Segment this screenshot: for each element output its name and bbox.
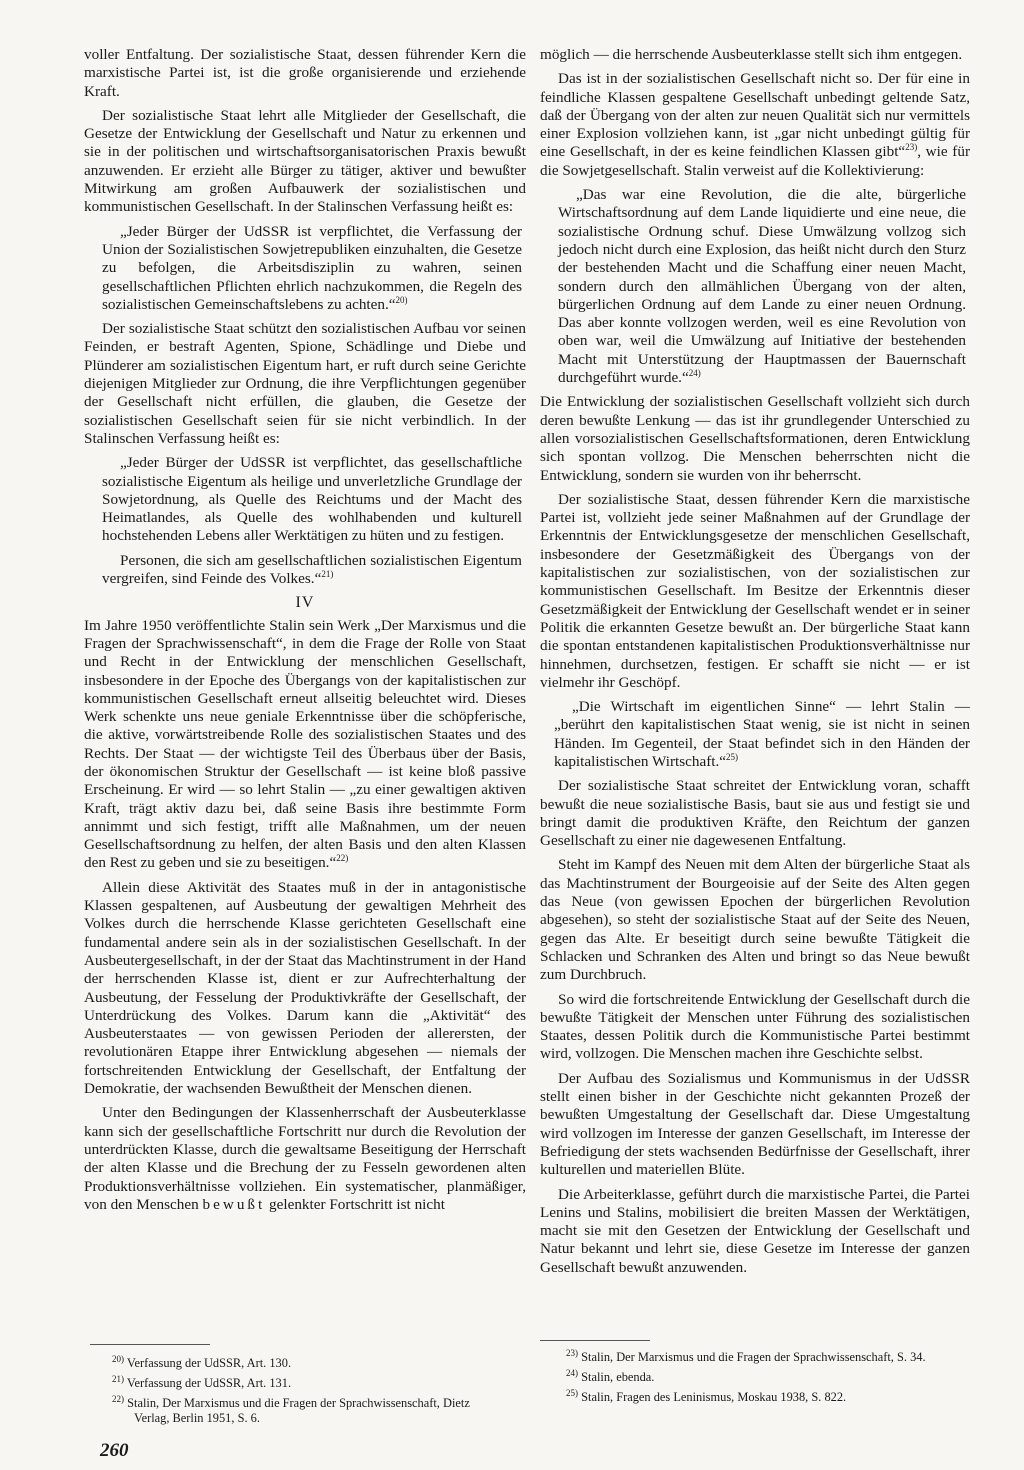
paragraph-text: Im Jahre 1950 veröffentlichte Stalin sein Werk „Der Marxismus und die Fragen der Sprachwissenschaft“, in dem die Frage der Rolle von Staat und Recht in der Entwicklung der menschlichen Gesellschaft, insbesondere in der Epoche des Übergangs von der kapitalistischen zur kommunistischen Gesellschaft erneut allseitig beleuchtet wird. Dieses Werk schenkte uns neue geniale Erkenntnisse über die schöpferische, die aktive, vorwärtstreibende Rolle des sozialistischen Staates und des Rechts. Der Staat — der wichtigste Teil des Überbaus über der Basis, der ökonomischen Struktur der Gesellschaft — ist keine bloß passive Erscheinung. Er wird — so lehrt Stalin — „zu einer gewaltigen aktiven Kraft, trägt aktiv dazu bei, daß seine Basis ihre bestimmte Form annimmt und sich festigt, trifft alle Maßnahmen, um der neuen Gesellschaftsordnung zu helfen, der alten Basis und den alten Klassen den Rest zu geben und sie zu beseitigen.“ bbox=[84, 616, 526, 872]
paragraph bbox=[540, 1186, 970, 1277]
footnote-text: Verfassung der UdSSR, Art. 130. bbox=[126, 1356, 292, 1371]
block-quote bbox=[558, 186, 966, 387]
paragraph-text: Die Arbeiterklasse, geführt durch die marxistische Partei, die Partei Lenins und Stalins, mobilisiert die breiten Massen der Werktätigen, macht sie mit den Gesetzen der Entwicklung der Gesellschaft und Natur bekannt und lehrt sie, diese Gesetze im Interesse der ganzen Gesellschaft bewußt anzuwenden. bbox=[540, 1185, 970, 1276]
footnote bbox=[112, 1372, 482, 1391]
footnote-number: 21) bbox=[112, 1374, 124, 1385]
paragraph-text: Der sozialistische Staat schützt den sozialistischen Aufbau vor seinen Feinden, er bestraft Agenten, Spione, Schädlinge und Diebe und Plünderer am sozialistischen Eigentum hart, er ruft durch seine Gerichte diejenigen Mitglieder zur Ordnung, die ihre Verpflichtungen gegenüber der Gesellschaft nicht erfüllen, die glauben, die Gesetze der sozialistischen Gesellschaft seien für sie nicht verbindlich. In der Stalinschen Verfassung heißt es: bbox=[84, 320, 526, 447]
footnote-ref: 23) bbox=[905, 142, 918, 153]
block-quote bbox=[102, 454, 522, 545]
left-column bbox=[84, 46, 526, 1220]
paragraph-text: Das ist in der sozialistischen Gesellschaft nicht so. Der für eine in feindliche Klassen gespaltene Gesellschaft unbedingt geltende Satz, daß der Übergang von der alten zur neuen Qualität sich nur vermittels einer Explosion vollziehen kann, ist „gar nicht unbedingt gültig für eine Gesellschaft, in der es keine feindlichen Klassen gibt“ bbox=[540, 70, 970, 161]
paragraph bbox=[540, 70, 970, 180]
paragraph-text: Der Aufbau des Sozialismus und Kommunismus in der UdSSR stellt einen bisher in der Geschichte nicht gekannten Prozeß der bewußten Umgestaltung der Gesellschaft dar. Diese Umgestaltung wird vollzogen im Interesse der ganzen Gesellschaft, im Interesse der Befriedigung der stets wachsenden Bedürfnisse der Gesellschaft, ihrer kulturellen und materiellen Blüte. bbox=[540, 1069, 970, 1179]
paragraph-text: Allein diese Aktivität des Staates muß in der in antagonistische Klassen gespaltenen, auf Ausbeutung der gewaltigen Mehrheit des Volkes durch die herrschende Klasse gerichteten Gesellschaft eine fundamental andere sein als in der sozialistischen Gesellschaft. In der Ausbeutergesellschaft, in der der Staat das Machtinstrument in der Hand der herrschenden Klasse ist, dient er zur Aufrechterhaltung der Ausbeutung, der Fesselung der Produktivkräfte der Gesellschaft, der Unterdrückung des Volkes. Darum kann die „Aktivität“ des Ausbeuterstaates — von gewissen Perioden der allerersten, der revolutionären Etappe ihrer Entwicklung abgesehen — niemals der fortschreitenden Entwicklung der Gesellschaft, der Entfaltung der Demokratie, der wachsenden Bewußtheit der Menschen dienen. bbox=[84, 878, 526, 1098]
paragraph-text: Personen, die sich am gesellschaftlichen sozialistischen Eigentum vergreifen, sind Feinde des Volkes.“ bbox=[102, 551, 522, 588]
paragraph-text: voller Entfaltung. Der sozialistische Staat, dessen führender Kern die marxistische Partei ist, ist die große organisierende und erziehende Kraft. bbox=[84, 46, 526, 100]
paragraph-text: „Jeder Bürger der UdSSR ist verpflichtet, das gesellschaftliche sozialistische Eigentum als heilige und unverletzliche Grundlage der Sowjetordnung, als Quelle des Reichtums und der Macht des Heimatlandes, als Quelle des wohlhabenden und kulturell hochstehenden Lebens aller Werktätigen zu hüten und zu festigen. bbox=[102, 454, 522, 545]
footnote-text: Verfassung der UdSSR, Art. 131. bbox=[126, 1376, 292, 1391]
paragraph-text: „Die Wirtschaft im eigentlichen Sinne“ — lehrt Stalin — „berührt den kapitalistischen Staat wenig, sie ist nicht in seinen Händen. Im Gegenteil, der Staat befindet sich in den Händen der kapitalistischen Wirtschaft.“ bbox=[554, 698, 970, 770]
footnote-number: 20) bbox=[112, 1354, 124, 1364]
paragraph-text: Unter den Bedingungen der Klassenherrschaft der Ausbeuterklasse kann sich der gesellschaftliche Fortschritt nur durch die Revolution der unterdrückten Klasse, durch die gewaltsame Beseitigung der Herrschaft der alten Klasse und die Brechung der zu Fesseln gewordenen alten Produktionsverhältnisse vollziehen. Ein systematischer, planmäßiger, von den Menschen bbox=[84, 1104, 526, 1213]
paragraph-text: Der sozialistische Staat lehrt alle Mitglieder der Gesellschaft, die Gesetze der Entwicklung der Gesellschaft und Natur zu erkennen und sie in der politischen und wirtschaftsorganisatorischen Praxis bewußt anzuwenden. Er erzieht alle Bürger zu tätiger, aktiver und bewußter Mitwirkung am großen Aufbauwerk der sozialistischen und kommunistischen Gesellschaft. In der Stalinschen Verfassung heißt es: bbox=[84, 106, 526, 216]
footnote-text: Stalin, Fragen des Leninismus, Moskau 1938, S. 822. bbox=[581, 1390, 847, 1405]
paragraph-text: „Jeder Bürger der UdSSR ist verpflichtet, die Verfassung der Union der Sozialistischen Sowjetrepubliken einzuhalten, die Gesetze zu befolgen, die Arbeitsdisziplin zu wahren, seinen gesellschaftlichen Pflichten ehrlich nachzukommen, die Regeln des sozialistischen Gemeinschaftslebens zu achten.“ bbox=[102, 222, 522, 313]
footnote-number: 25) bbox=[566, 1388, 578, 1399]
emphasized-word: bewußt bbox=[202, 1195, 266, 1213]
footnote-ref: 25) bbox=[726, 751, 739, 762]
footnote-text: Stalin, Der Marxismus und die Fragen der Sprachwissenschaft, S. 34. bbox=[581, 1350, 926, 1365]
footnote bbox=[566, 1386, 976, 1405]
page-number: 260 bbox=[100, 1440, 129, 1461]
paragraph-text-cont: gelenkter Fortschritt ist nicht bbox=[269, 1195, 445, 1213]
paragraph bbox=[540, 1070, 970, 1180]
paragraph-text: IV bbox=[295, 594, 315, 612]
paragraph-text: möglich — die herrschende Ausbeuterklasse stellt sich ihm entgegen. bbox=[540, 46, 963, 63]
paragraph bbox=[84, 617, 526, 873]
paragraph bbox=[84, 46, 526, 101]
block-quote bbox=[102, 223, 522, 314]
paragraph bbox=[84, 107, 526, 217]
footnote-number: 22) bbox=[112, 1394, 124, 1405]
footnote bbox=[112, 1352, 482, 1371]
paragraph bbox=[84, 320, 526, 448]
paragraph bbox=[540, 856, 970, 984]
footnote-text: Stalin, ebenda. bbox=[581, 1370, 655, 1385]
block-quote bbox=[102, 552, 522, 589]
footnote-ref: 20) bbox=[395, 294, 408, 305]
footnote bbox=[566, 1346, 976, 1365]
paragraph bbox=[84, 1104, 526, 1214]
paragraph-text: So wird die fortschreitende Entwicklung der Gesellschaft durch die bewußte Tätigkeit der Menschen unter Führung des sozialistischen Staates, dessen Politik durch die Kommunistische Partei bestimmt wird, vollzogen. Die Menschen machen ihre Geschichte selbst. bbox=[540, 990, 970, 1063]
paragraph-text-cont: , wie für die Sowjetgesellschaft. Stalin verweist auf die Kollektivierung: bbox=[540, 143, 970, 179]
footnote-number: 23) bbox=[566, 1348, 578, 1358]
footnote-text: Stalin, Der Marxismus und die Fragen der Sprachwissenschaft, Dietz Verlag, Berlin 1951, S. 6. bbox=[127, 1396, 470, 1426]
paragraph-text: Die Entwicklung der sozialistischen Gesellschaft vollzieht sich durch deren bewußte Lenkung — das ist ihr grundlegender Unterschied zu allen vorsozialistischen Gesellschaftsformationen, deren Entwicklung sich spontan vollzog. Die Menschen beherrschten nicht die Entwicklung, sondern sie wurden von ihr beherrscht. bbox=[540, 393, 970, 484]
paragraph-text: „Das war eine Revolution, die die alte, bürgerliche Wirtschaftsordnung auf dem Lande liquidierte und eine neue, die sozialistische Ordnung schuf. Diese Umwälzung vollzog sich jedoch nicht durch eine Explosion, das heißt nicht durch den Sturz der bestehenden Macht und die Schaffung einer neuen Macht, sondern durch den allmählichen Übergang von der alten, bürgerlichen Ordnung auf dem Lande zu einer neuen Ordnung. Das aber konnte vollzogen werden, weil es eine Revolution von oben war, weil die Umwälzung auf Initiative der bestehenden Macht mit Unterstützung der Hauptmassen der Bauernschaft durchgeführt wurde.“ bbox=[558, 186, 966, 387]
footnote bbox=[566, 1366, 976, 1385]
footnote-number: 24) bbox=[566, 1368, 578, 1379]
section-heading bbox=[84, 594, 526, 612]
paragraph bbox=[540, 46, 970, 64]
paragraph-text: Der sozialistische Staat, dessen führender Kern die marxistische Partei ist, vollzieht jede seiner Maßnahmen auf der Grundlage der Erkenntnis der Entwicklungsgesetze der menschlichen Gesellschaft, insbesondere der Gesetzmäßigkeit des Übergangs von der kapitalistischen zur sozialistischen, von der sozialistischen zur kommunistischen Gesellschaft. Im Besitze der Erkenntnis dieser Gesetzmäßigkeit der Entwicklung der Gesellschaft wendet er in seiner Politik die erkannten Gesetze bewußt an. Der bürgerliche Staat kann die spontan entstandenen kapitalistischen Produktionsverhältnisse nur hinnehmen, durchsetzen, festigen. Er schafft sie nicht — er ist vielmehr ihr Geschöpf. bbox=[540, 490, 970, 691]
paragraph bbox=[540, 991, 970, 1064]
right-column bbox=[540, 46, 970, 1283]
paragraph bbox=[540, 777, 970, 850]
footnote-ref: 24) bbox=[688, 367, 701, 378]
paragraph bbox=[554, 698, 970, 771]
footnotes-left bbox=[112, 1352, 482, 1427]
paragraph bbox=[540, 393, 970, 484]
footnote-rule-right bbox=[540, 1340, 650, 1341]
footnote-rule-left bbox=[90, 1344, 210, 1345]
paragraph bbox=[84, 879, 526, 1099]
footnote bbox=[112, 1392, 482, 1426]
footnote-ref: 21) bbox=[321, 568, 334, 579]
footnotes-right bbox=[566, 1346, 976, 1406]
paragraph bbox=[540, 491, 970, 692]
footnote-ref: 22) bbox=[336, 853, 349, 864]
paragraph-text: Steht im Kampf des Neuen mit dem Alten der bürgerliche Staat als das Machtinstrument der Bourgeoisie auf der Seite des Alten gegen das Neue (von gewissen Epochen der bürgerlichen Revolution abgesehen), so steht der sozialistische Staat auf der Seite des Neuen, gegen das Alte. Er beseitigt durch seine bewußte Tätigkeit die Schlacken und Schranken des Alten und bringt so das Neue bewußt zum Durchbruch. bbox=[540, 856, 970, 984]
paragraph-text: Der sozialistische Staat schreitet der Entwicklung voran, schafft bewußt die neue sozialistische Basis, baut sie aus und festigt sie und bringt damit die produktiven Kräfte, den Reichtum der ganzen Gesellschaft zu einer nie dagewesenen Entfaltung. bbox=[540, 777, 970, 850]
